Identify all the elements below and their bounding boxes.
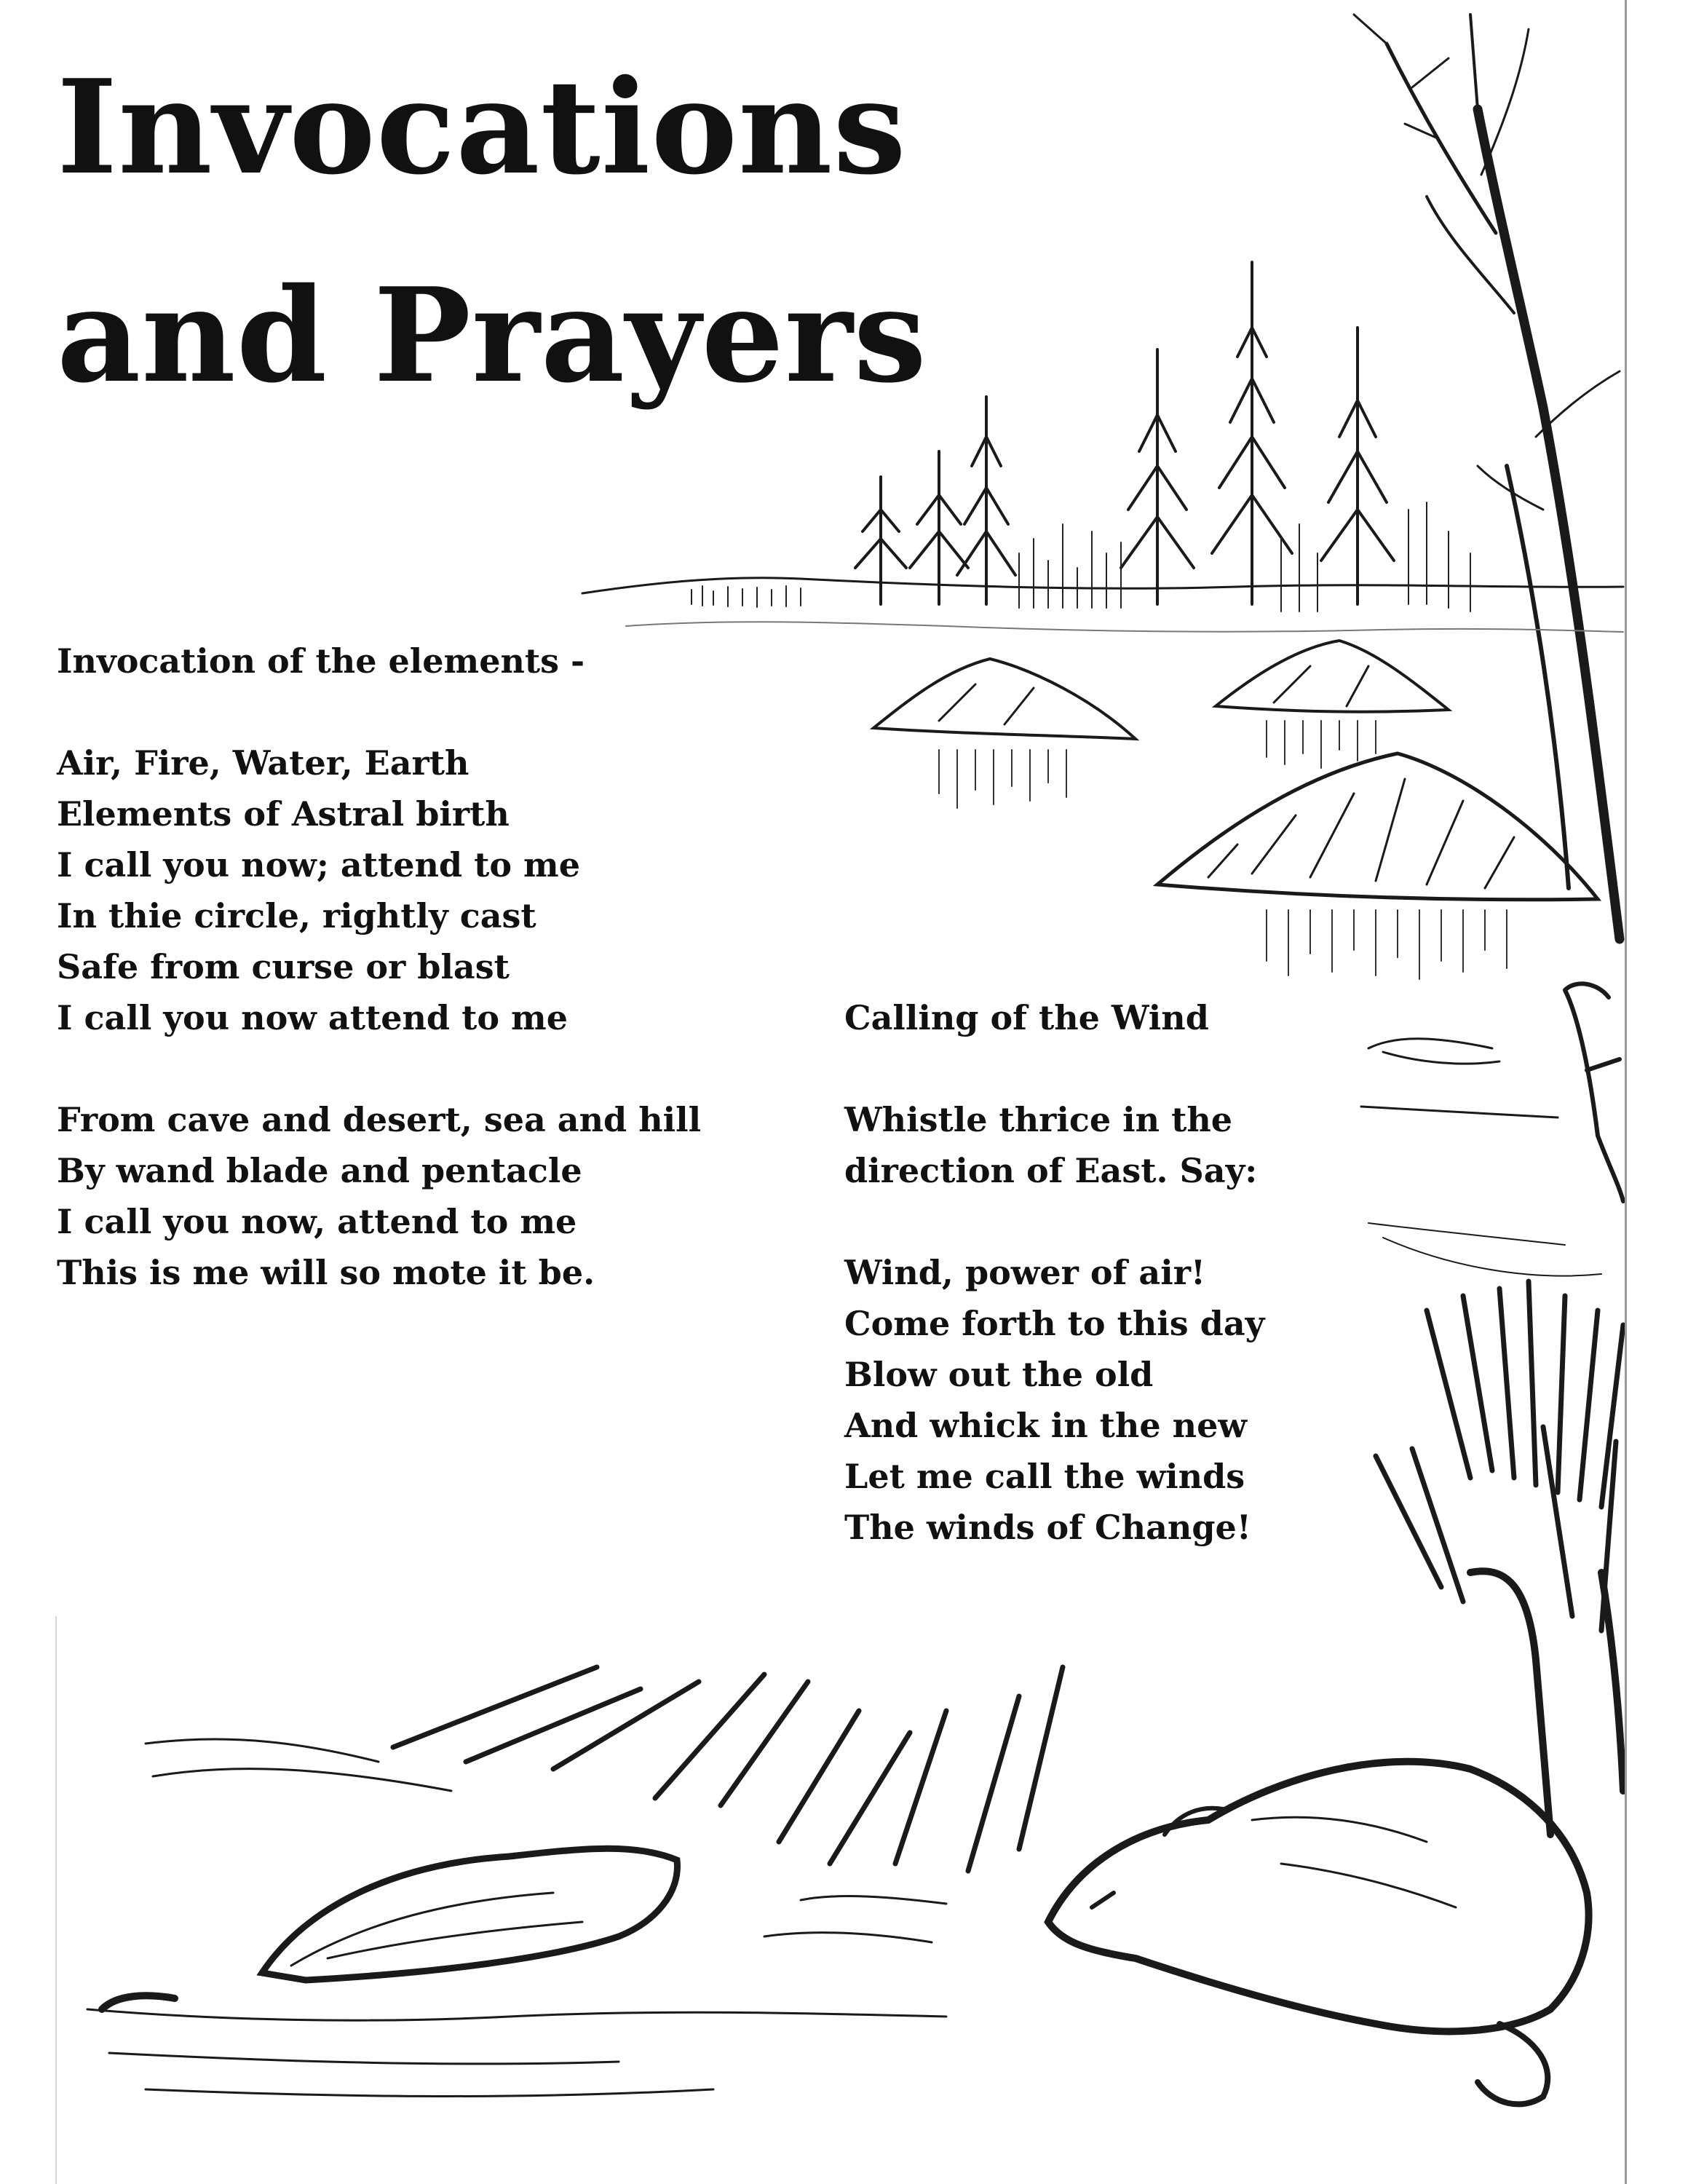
calling-heading: Calling of the Wind (844, 998, 1209, 1037)
verse-line: And whick in the new (844, 1406, 1247, 1445)
conifer-trees (855, 262, 1394, 604)
blank-line (57, 687, 701, 737)
bird-sketch (1361, 1039, 1558, 1117)
blank-line (57, 1043, 701, 1094)
verse-line: I call you now attend to me (57, 998, 568, 1037)
verse-line: By wand blade and pentacle (57, 1151, 582, 1190)
verse-line: Air, Fire, Water, Earth (57, 743, 469, 783)
water-ripples (87, 1896, 946, 2097)
page-edge (1625, 0, 1627, 2184)
instruction-line: Whistle thrice in the (844, 1100, 1233, 1139)
beaver-lodges (873, 641, 1598, 900)
invocation-of-elements (57, 636, 701, 1298)
verse-line: Safe from curse or blast (57, 947, 510, 986)
shore-beaver (1048, 1762, 1589, 2105)
verse-line: I call you now; attend to me (57, 845, 580, 885)
verse-line: Wind, power of air! (844, 1253, 1206, 1292)
page-edge-left (55, 1616, 57, 2184)
verse-line: From cave and desert, sea and hill (57, 1100, 702, 1139)
verse-line: This is me will so mote it be. (57, 1253, 595, 1292)
verse-line: In thie circle, rightly cast (57, 896, 536, 935)
swimming-beaver (262, 1848, 677, 1980)
blank-line (844, 1196, 1264, 1247)
verse-line: Come forth to this day (844, 1304, 1265, 1343)
invocation-heading: Invocation of the elements - (57, 641, 585, 681)
reeds (1376, 1281, 1623, 1835)
water-reflections (939, 721, 1507, 979)
calling-of-the-wind (844, 992, 1264, 1553)
verse-line: The winds of Change! (844, 1508, 1251, 1547)
bare-tree (1354, 15, 1620, 939)
verse-line: Blow out the old (844, 1355, 1154, 1394)
blank-line (844, 1043, 1264, 1094)
beaver-dam (146, 1667, 1063, 1871)
tree-stump (1565, 984, 1623, 1201)
verse-line: Elements of Astral birth (57, 794, 510, 834)
page-title-line-1: Invocations (57, 51, 907, 203)
shoreline (582, 578, 1623, 593)
instruction-line: direction of East. Say: (844, 1151, 1258, 1190)
verse-line: Let me call the winds (844, 1457, 1245, 1496)
verse-line: I call you now, attend to me (57, 1202, 577, 1241)
page-title-line-2: and Prayers (57, 259, 927, 411)
